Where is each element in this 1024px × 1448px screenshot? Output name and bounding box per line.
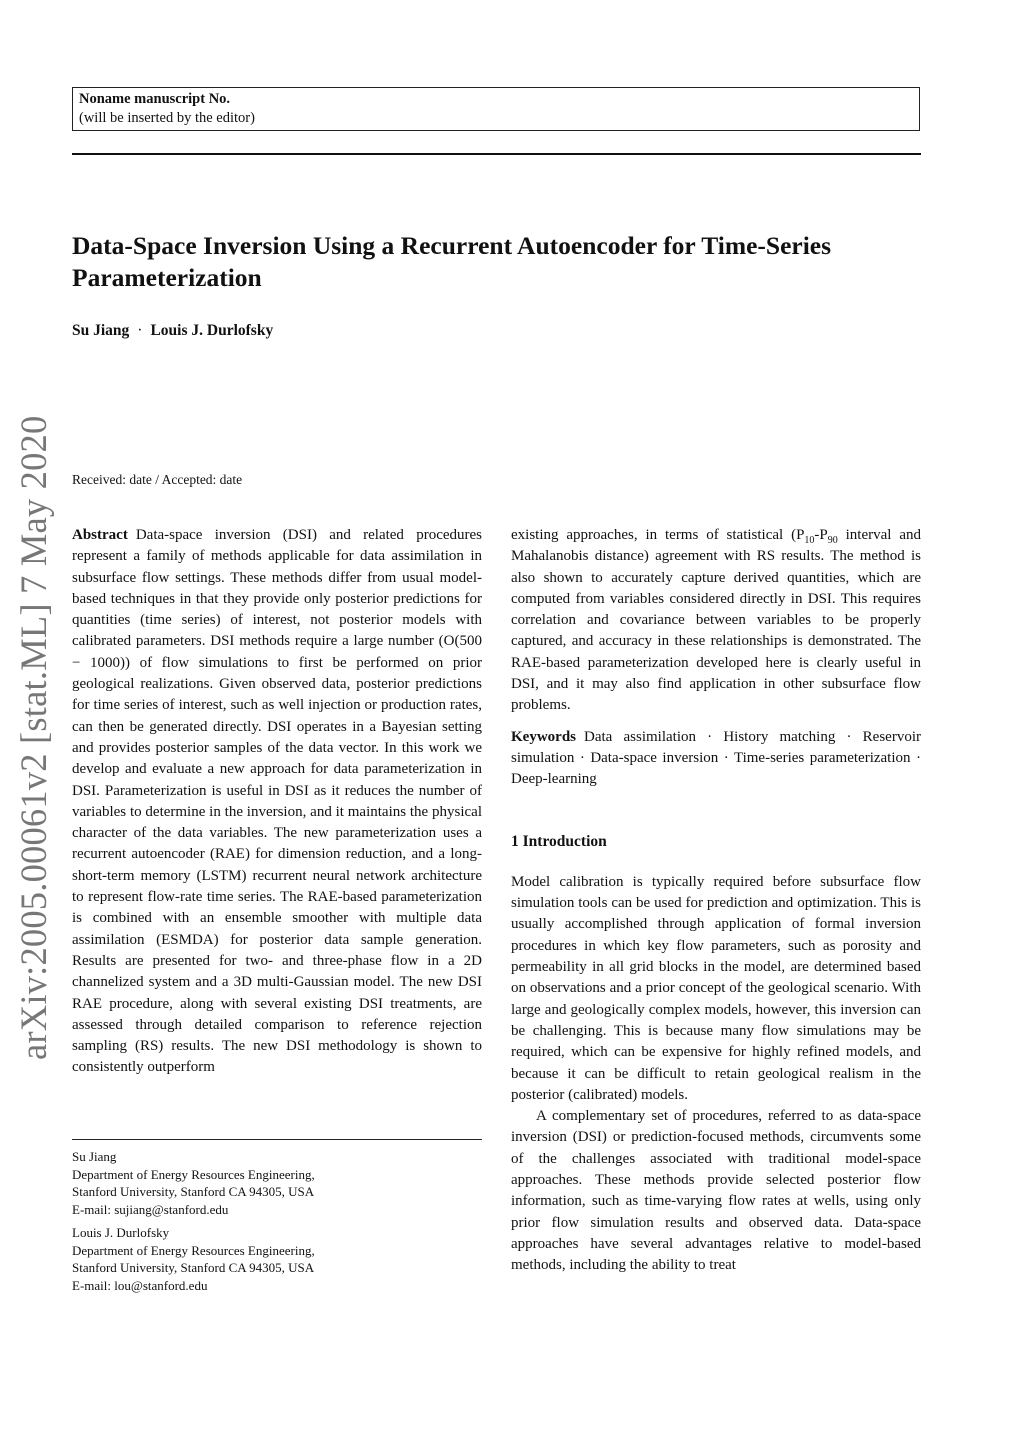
manuscript-number: Noname manuscript No. [79, 91, 231, 107]
header-rule [72, 153, 921, 155]
right-column [511, 525, 921, 1277]
editor-note: (will be inserted by the editor) [79, 110, 255, 126]
paper-title: Data-Space Inversion Using a Recurrent Autoencoder for Time-Series Parameterization [72, 231, 832, 292]
author-name: Su Jiang [72, 322, 130, 339]
abstract-text-part: interval and Mahalanobis distance) agreement with RS results. The method is also shown to accurately capture derived quantities, which are computed from variables considered directly in DSI. This requires correlation and covariance between variables to be properly captured, and accuracy in these relationships is demonstrated. The RAE-based parameterization developed here is clearly useful in DSI, and it may also find application in other subsurface flow problems. [511, 527, 921, 714]
keywords-text: Data assimilation · History matching · Reservoir simulation · Data-space inversion · Time-series parameterization · Deep-learning [511, 728, 921, 788]
keywords-label: Keywords [511, 728, 576, 745]
affiliation-dept: Department of Energy Resources Engineering, [72, 1242, 315, 1258]
footnote-rule [72, 1139, 482, 1140]
left-column [72, 525, 482, 1079]
subscript: 90 [827, 535, 838, 546]
intro-paragraph: Model calibration is typically required before subsurface flow simulation tools can be used for prediction and optimization. This is usually accomplished through application of formal inversion procedures in which key flow parameters, such as porosity and permeability in all grid blocks in the model, are determined based on observations and a prior concept of the geological scenario. With large and geologically complex models, however, this inversion can be challenging. This is because many flow simulations may be required, which can be expensive for highly refined models, and because it can be difficult to retain geological realism in the posterior (calibrated) models. [511, 873, 921, 1103]
section-heading: 1 Introduction [511, 832, 607, 850]
affiliation-dept: Department of Energy Resources Engineering, [72, 1166, 315, 1182]
affiliation-address: Stanford University, Stanford CA 94305, USA [72, 1184, 315, 1199]
intro-paragraph: A complementary set of procedures, referred to as data-space inversion (DSI) or prediction-focused methods, circumvents some of the challenges associated with traditional model-space approaches. These methods provide selected posterior flow information, such as time-varying flow rates at wells, using only prior flow simulation results and observed data. Data-space approaches have several advantages relative to model-based methods, including the ability to treat [511, 1108, 921, 1274]
arxiv-watermark: arXiv:2005.00061v2 [stat.ML] 7 May 2020 [13, 415, 54, 1060]
abstract-label: Abstract [72, 527, 128, 543]
abstract-text: Data-space inversion (DSI) and related procedures represent a family of methods applicable for data assimilation in subsurface flow settings. These methods differ from usual model-based techniques in that they provide only posterior predictions for quantities (time series) of interest, not posterior models with calibrated parameters. DSI methods require a large number (O(500 − 1000)) of flow simulations to first be performed on prior geological realizations. Given observed data, posterior predictions for time series of interest, such as well injection or production rates, can then be generated directly. DSI operates in a Bayesian setting and provides posterior samples of the data vector. In this work we develop and evaluate a new approach for data parameterization in DSI. Parameterization is useful in DSI as it reduces the number of variables to determine in the inversion, and it maintains the physical character of the data variables. The new parameterization uses a recurrent autoencoder (RAE) for dimension reduction, and a long-short-term memory (LSTM) recurrent neural network architecture to represent flow-rate time series. The RAE-based parameterization is combined with an ensemble smoother with multiple data assimilation (ESMDA) for posterior data sample generation. Results are presented for two- and three-phase flow in a 2D channelized system and a 3D multi-Gaussian model. The new DSI RAE procedure, along with several existing DSI treatments, are assessed through detailed comparison to reference rejection sampling (RS) results. The new DSI methodology is shown to consistently outperform [72, 527, 482, 1076]
affiliation-email: E-mail: sujiang@stanford.edu [72, 1201, 229, 1217]
received-line: Received: date / Accepted: date [72, 472, 243, 487]
editor-info-box [72, 87, 920, 131]
affiliation-name: Louis J. Durlofsky [72, 1225, 170, 1240]
abstract [72, 525, 482, 1079]
abstract-text-part: existing approaches, in terms of statistical (P [511, 527, 805, 543]
author-list [72, 322, 273, 340]
affiliation-name: Su Jiang [72, 1149, 117, 1164]
abstract-continued [511, 525, 921, 717]
affiliation-email: E-mail: lou@stanford.edu [72, 1277, 208, 1293]
affiliation-address: Stanford University, Stanford CA 94305, USA [72, 1260, 315, 1275]
affiliation [72, 1224, 482, 1294]
keywords [511, 727, 921, 791]
author-separator: · [137, 322, 143, 339]
abstract-text-part: -P [814, 527, 828, 543]
affiliation [72, 1148, 482, 1218]
subscript: 10 [804, 535, 815, 546]
author-name: Louis J. Durlofsky [150, 322, 274, 339]
